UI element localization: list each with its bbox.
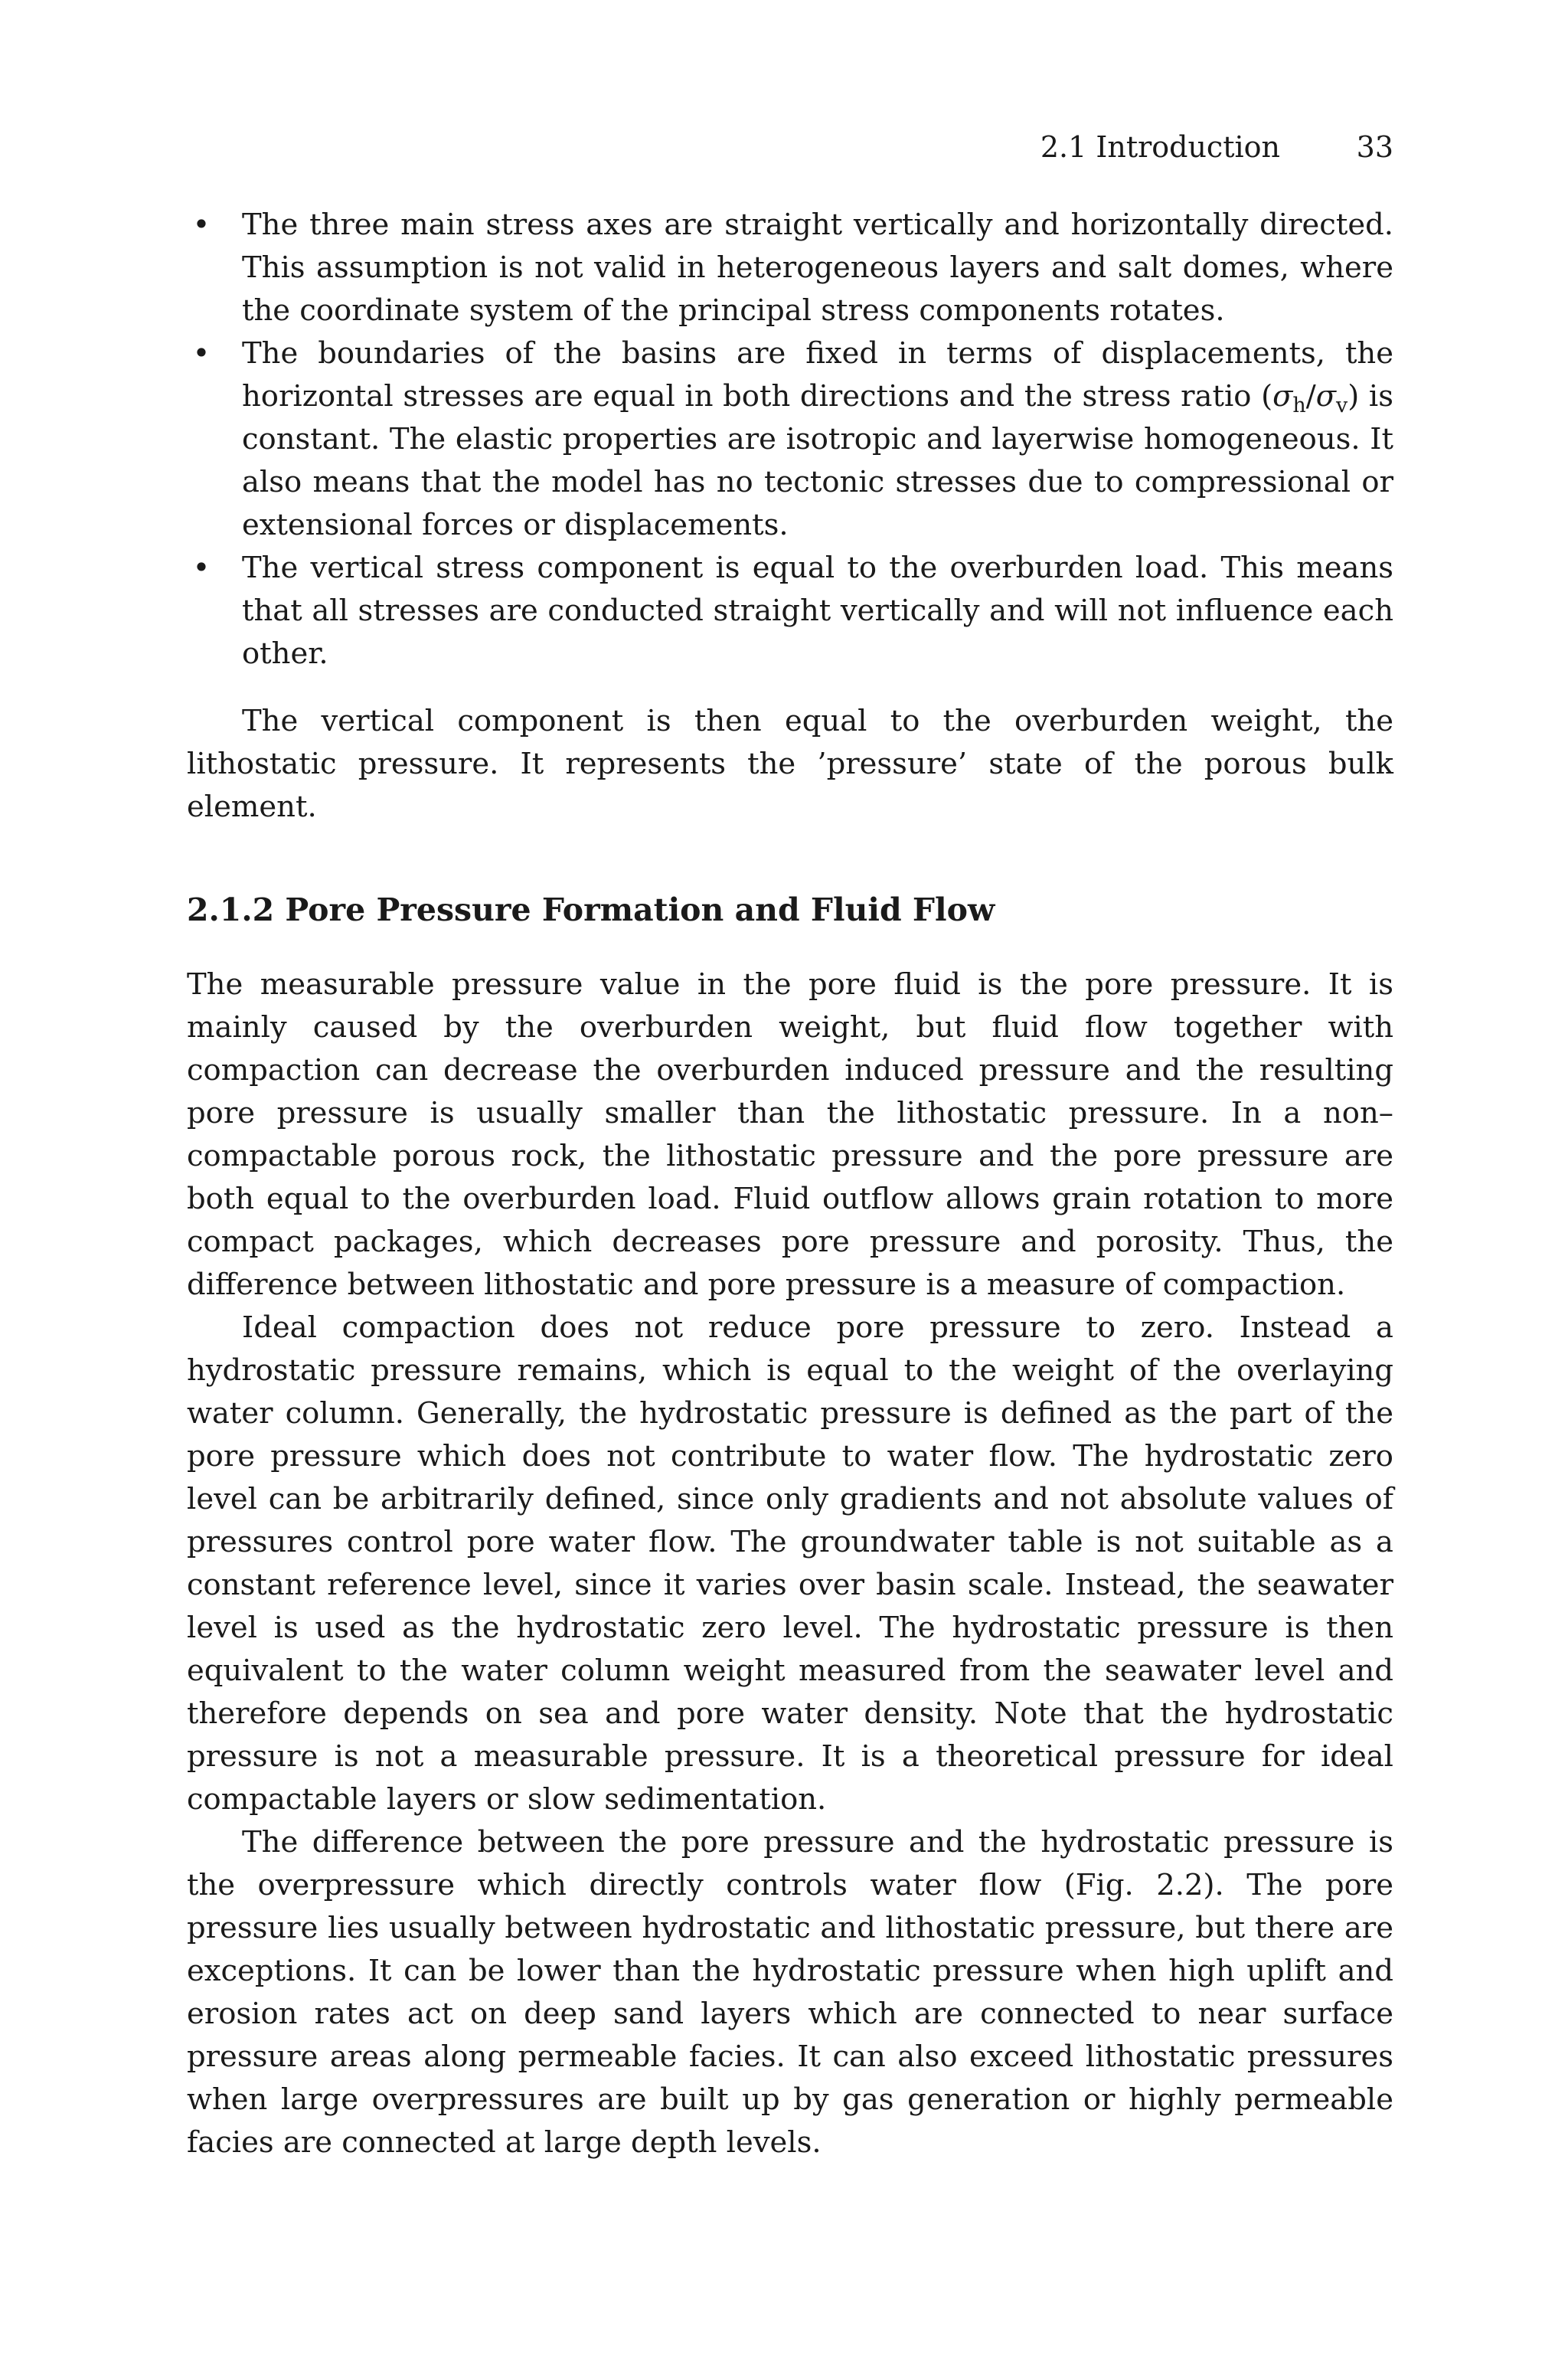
paragraph: Ideal compaction does not reduce pore pressure to zero. Instead a hydrostatic pressure remains, which is equal to the weight of the overlaying water column. Generally, the hydrostatic pressure is defined as the part of the pore pressure which does not contribute to water flow. The hydrostatic zero level can be arbitrarily defined, since only gradients and not absolute values of pressures control pore water flow. The groundwater table is not suitable as a constant reference level, since it varies over basin scale. Instead, the seawater level is used as the hydrostatic zero level. The hydrostatic pressure is then equivalent to the water column weight measured from the seawater level and therefore depends on sea and pore water density. Note that the hydrostatic pressure is not a measurable pressure. It is a theoretical pressure for ideal compactable layers or slow sedimentation. bbox=[187, 1310, 1393, 1817]
running-head bbox=[187, 126, 1393, 168]
running-head-section-title: 2.1 Introduction bbox=[1040, 130, 1280, 164]
list-item-text-before: The boundaries of the basins are fixed in terms of displacements, the horizontal stresses are equal in both directions and the stress ratio ( bbox=[242, 336, 1393, 414]
page-number: 33 bbox=[1356, 130, 1393, 164]
list-item bbox=[187, 332, 1393, 547]
bullet-icon: • bbox=[192, 208, 211, 242]
list-item bbox=[187, 547, 1393, 675]
assumption-list bbox=[187, 204, 1393, 675]
body-text bbox=[187, 204, 1393, 2164]
paragraph: The measurable pressure value in the pore fluid is the pore pressure. It is mainly caused by the overburden weight, but fluid flow together with compaction can decrease the overburden induced pressure and the resulting pore pressure is usually smaller than the lithostatic pressure. In a non–compactable porous rock, the lithostatic pressure and the pore pressure are both equal to the overburden load. Fluid outflow allows grain rotation to more compact packages, which decreases pore pressure and porosity. Thus, the difference between lithostatic and pore pressure is a measure of compaction. bbox=[187, 967, 1393, 1302]
bullet-icon: • bbox=[192, 336, 211, 371]
sigma-symbol: σ bbox=[1272, 379, 1293, 414]
bullet-icon: • bbox=[192, 551, 211, 585]
subscript-v: v bbox=[1336, 394, 1348, 418]
ratio-slash: / bbox=[1305, 379, 1316, 414]
paragraph: The difference between the pore pressure and the hydrostatic pressure is the overpressure which directly controls water flow (Fig. 2.2). The pore pressure lies usually between hydrostatic and lithostatic pressure, but there are exceptions. It can be lower than the hydrostatic pressure when high uplift and erosion rates act on deep sand layers which are connected to near surface pressure areas along permeable facies. It can also exceed lithostatic pressures when large overpressures are built up by gas generation or highly permeable facies are connected at large depth levels. bbox=[187, 1825, 1393, 2160]
list-item bbox=[187, 204, 1393, 332]
paragraph: The vertical component is then equal to the overburden weight, the lithostatic pressure. It represents the ’pressure’ state of the porous bulk element. bbox=[187, 704, 1393, 824]
sigma-symbol: σ bbox=[1315, 379, 1337, 414]
section-heading: 2.1.2 Pore Pressure Formation and Fluid Flow bbox=[187, 891, 995, 928]
list-item-text-after: ) is constant. The elastic properties are isotropic and layerwise homogeneous. It also means that the model has no tectonic stresses due to compressional or extensional forces or displacements. bbox=[242, 379, 1393, 542]
list-item-text: The three main stress axes are straight vertically and horizontally directed. This assumption is not valid in heterogeneous layers and salt domes, where the coordinate system of the principal stress components rotates. bbox=[242, 208, 1393, 328]
list-item-text: The vertical stress component is equal to the overburden load. This means that all stresses are conducted straight vertically and will not influence each other. bbox=[242, 551, 1393, 671]
stress-ratio-formula bbox=[1272, 379, 1348, 418]
subscript-h: h bbox=[1292, 394, 1306, 418]
